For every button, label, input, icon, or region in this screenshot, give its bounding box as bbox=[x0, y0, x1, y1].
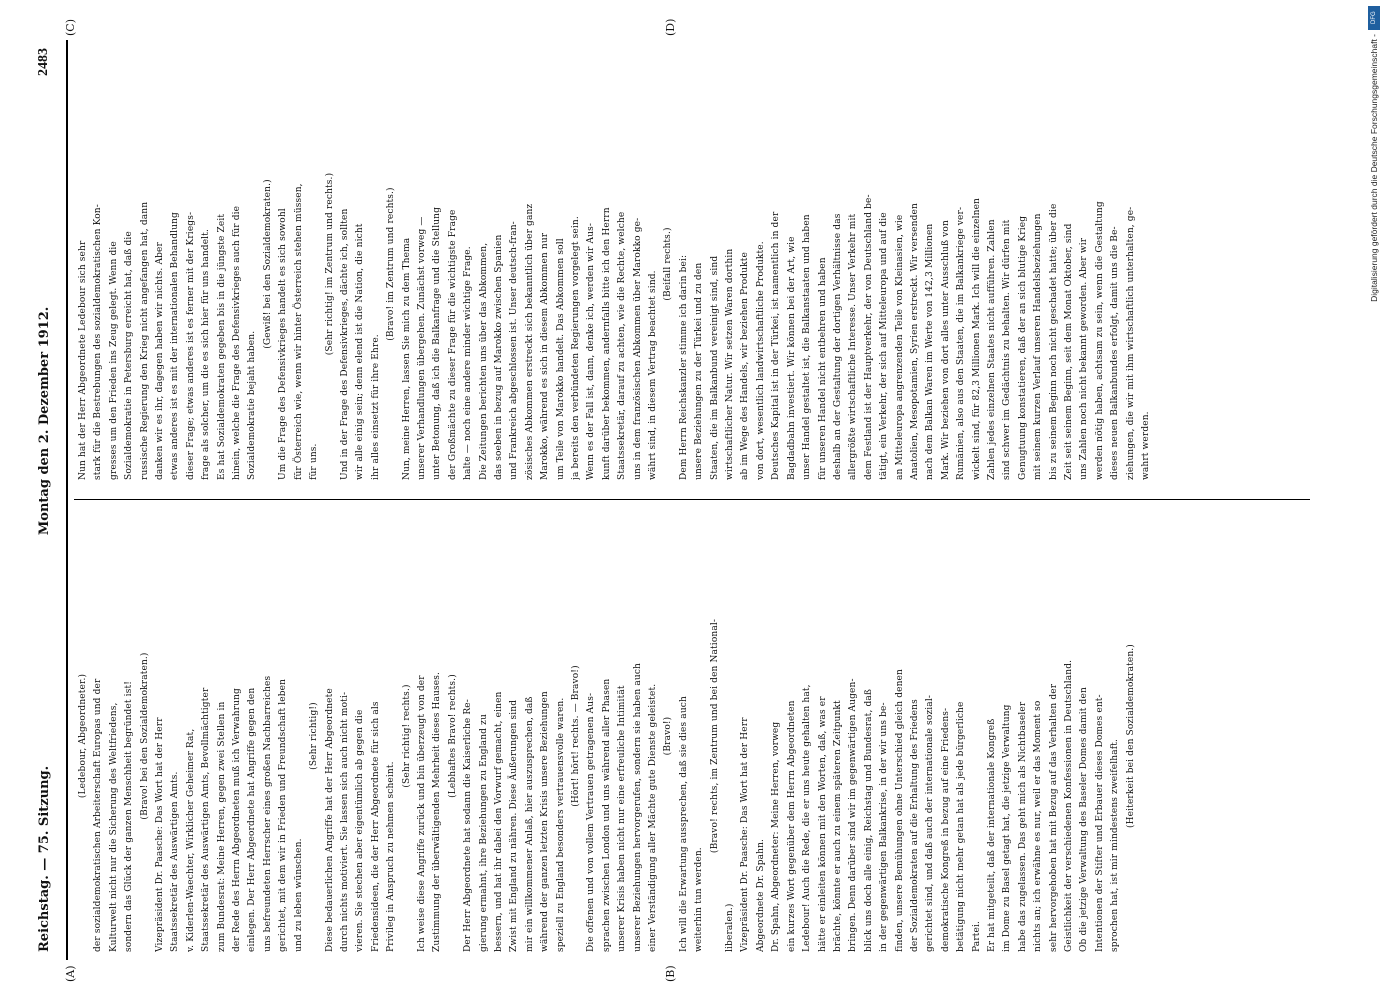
text-line: für unseren Handel nicht entbehren und haben bbox=[817, 257, 828, 480]
text-line: Dr. Spahn, Abgeordneter: Meine Herren, vorweg bbox=[771, 721, 782, 952]
text-line: Anatolien, Mesopotamien, Syrien erstreckt. Wir versenden bbox=[909, 203, 920, 480]
text-line: Marokko, während es sich in diesem Abkommen nur bbox=[540, 232, 551, 480]
text-line: (Bravo! bei den Sozialdemokraten.) bbox=[139, 652, 150, 820]
text-line: weiterhin tun werden. bbox=[694, 847, 705, 952]
text-line: dieses neuen Balkanbundes erfolgt, damit uns die Be- bbox=[1110, 226, 1121, 480]
text-line: Dem Herrn Reichskanzler stimme ich darin bei: bbox=[678, 254, 689, 480]
text-line: Geistlichkeit der verschiedenen Konfessionen in Deutschland. bbox=[1064, 659, 1074, 952]
text-line: der Sozialdemokraten auf die Erhaltung des Friedens bbox=[909, 699, 920, 952]
text-line: (Ledebour, Abgeordneter.) bbox=[78, 673, 88, 799]
text-line: ab im Wege des Handels, wir beziehen Produkte bbox=[740, 252, 751, 480]
text-line: Nun hat der Herr Abgeordnete Ledebour sich sehr bbox=[78, 240, 88, 480]
text-line: unser Handel gestaltet ist, die Balkanstaaten und haben bbox=[802, 214, 813, 480]
text-line: dem Festland ist der Hauptverkehr, der von Deutschland be- bbox=[863, 194, 874, 480]
text-line: (Bravo! rechts, im Zentrum und bei den National- bbox=[709, 618, 720, 854]
text-line: im Dome zu Basel getagt hat, die jetzige Verwaltung bbox=[1002, 704, 1013, 952]
text-line: (Gewiß! bei den Sozialdemokraten.) bbox=[262, 179, 273, 349]
text-line: Staaten, die im Balkanbund vereinigt sind, sind bbox=[709, 255, 720, 480]
text-line: Sozialdemokratie bejaht haben. bbox=[247, 330, 258, 480]
text-line: Staatssekretär des Auswärtigen Amts, Bevollmächtigter bbox=[201, 687, 212, 952]
text-line: Er hat mitgeteilt, daß der internationale Kongreß bbox=[986, 718, 997, 952]
text-line: ja bereits den verbündeten Regierungen vorgelegt sein. bbox=[571, 216, 581, 480]
page-header bbox=[24, 40, 64, 960]
text-line: russische Regierung den Krieg nicht angefangen hat, dann bbox=[139, 201, 150, 480]
margin-mark-c: (C) bbox=[64, 19, 77, 36]
header-rule bbox=[66, 40, 68, 960]
column-divider bbox=[74, 499, 1310, 500]
text-line: ziehungen, die wir mit ihm wirtschaftlich unterhalten, ge- bbox=[1125, 206, 1136, 480]
text-line: Vizepräsident Dr. Paasche: Das Wort hat der Herr bbox=[740, 717, 751, 952]
text-line: sind schwer im Gedächtnis zu behalten. Wir dürfen mit bbox=[1002, 219, 1013, 480]
text-line: an Mitteleuropa angrenzenden Teile von Kleinasien, wie bbox=[894, 214, 905, 480]
text-line: demokratische Kongreß in bezug auf eine Friedens- bbox=[940, 707, 951, 952]
text-line: bis zu seinem Beginn noch nicht geschadet hatte; über die bbox=[1048, 203, 1059, 480]
text-line: frage als solcher, um die es sich hier für uns handelt. bbox=[201, 229, 212, 480]
text-line: Partei. bbox=[971, 920, 982, 952]
text-line: halte — noch eine andere minder wichtige Frage. bbox=[463, 246, 474, 480]
text-line: mir ein willkommener Anlaß, hier auszusprechen, daß bbox=[524, 696, 535, 952]
text-line: gierung ermahnt, ihre Beziehungen zu England zu bbox=[478, 714, 489, 952]
text-line: brächte, könnte er auch zu einem späteren Zeitpunkt bbox=[832, 700, 843, 952]
text-line: (Bravo!) bbox=[663, 716, 674, 756]
text-line: das soeben in bezug auf Marokko zwischen Spanien bbox=[493, 234, 504, 480]
text-line: Um die Frage des Defensivkrieges handelt es sich sowohl bbox=[278, 208, 289, 480]
text-line: während der ganzen letzten Krisis unsere Beziehungen bbox=[540, 691, 551, 952]
text-line: Ich weise diese Angriffe zurück und bin überzeugt von der bbox=[416, 675, 427, 952]
text-line: einer Verständigung aller Mächte gute Dienste geleistet. bbox=[648, 683, 659, 952]
text-line: vieren. Sie stechen aber eigentümlich ab gegen die bbox=[355, 709, 366, 952]
text-line: sprochen hat, ist mir mindestens zweifelhaft. bbox=[1110, 738, 1121, 952]
text-line: der sozialdemokratischen Arbeiterschaft Europas und der bbox=[93, 678, 104, 952]
text-line: ihr alles einsetzt für ihre Ehre. bbox=[370, 334, 381, 480]
text-line: wahrt werden. bbox=[1141, 411, 1152, 480]
text-column-right bbox=[76, 48, 1312, 480]
text-line: deshalb an der Gestaltung der dortigen Verhältnisse das bbox=[832, 213, 843, 480]
text-line: (Sehr richtig! rechts.) bbox=[401, 684, 412, 788]
text-line: (Sehr richtig!) bbox=[309, 702, 320, 770]
text-line: Nun, meine Herren, lassen Sie mich zu dem Thema bbox=[401, 237, 412, 480]
text-line: Zahlen jedes einzelnen Staates nicht aufführen. Zahlen bbox=[986, 219, 997, 480]
text-line: der Großmächte zu dieser Frage für die wichtigste Frage bbox=[447, 209, 458, 480]
text-line: mit seinem kurzen Verlauf unseren Handelsbeziehungen bbox=[1033, 213, 1044, 480]
text-line: der Rede des Herrn Abgeordneten muß ich Verwahrung bbox=[232, 688, 243, 952]
text-line: bessern, und hat ihr dabei den Vorwurf gemacht, einen bbox=[493, 691, 504, 952]
text-line: für uns. bbox=[309, 443, 320, 480]
text-line: Und in der Frage des Defensivkrieges, dächte ich, sollten bbox=[339, 208, 350, 480]
text-line: Die offenen und von vollem Vertrauen getragenen Aus- bbox=[586, 692, 597, 952]
digitization-note: Digitalisierung gefördert durch die Deutsche Forschungsgemeinschaft - bbox=[1369, 34, 1379, 302]
text-line: betätigung nicht mehr getan hat als jede bürgerliche bbox=[956, 701, 967, 952]
text-line: etwas anderes ist es mit der internationalen Behandlung bbox=[170, 212, 181, 480]
text-line: uns Zahlen noch nicht bekannt geworden. Aber wir bbox=[1079, 237, 1090, 480]
text-line: und Frankreich abgeschlossen ist. Unser deutsch-fran- bbox=[509, 221, 520, 480]
text-line: Diese bedauerlichen Angriffe hat der Herr Abgeordnete bbox=[324, 688, 335, 952]
margin-mark-a: (A) bbox=[64, 965, 77, 982]
text-line: Zeit seit seinem Beginn, seit dem Monat Oktober, sind bbox=[1064, 223, 1074, 480]
text-line: stark für die Bestrebungen des sozialdemokratischen Kon- bbox=[93, 204, 104, 480]
text-line: sprachen zwischen London und uns während aller Phasen bbox=[601, 678, 612, 952]
text-line: wir alle einig sein; denn elend ist die Nation, die nicht bbox=[355, 223, 366, 480]
text-line: ein kurzes Wort gegenüber dem Herrn Abgeordneten bbox=[786, 700, 797, 952]
text-line: unserer Beziehungen hervorgerufen, sondern sie haben auch bbox=[632, 663, 643, 952]
text-line: Genugtuung konstatieren, daß der an sich blutige Krieg bbox=[1017, 215, 1028, 480]
text-line: wirtschaftlicher Natur. Wir setzen Waren dorthin bbox=[725, 248, 736, 480]
text-line: Rumänien, also aus den Staaten, die im Balkankriege ver- bbox=[956, 206, 967, 480]
text-line: (Sehr richtig! im Zentrum und rechts.) bbox=[324, 172, 335, 356]
text-line: gerichtet, mit dem wir in Frieden und Freundschaft leben bbox=[278, 678, 289, 952]
text-line: Die Zeitungen berichten uns über das Abkommen, bbox=[478, 242, 489, 480]
text-line: Zustimmung der überwältigenden Mehrheit dieses Hauses. bbox=[432, 672, 443, 952]
text-line: gresses um den Frieden ins Zeug gelegt. Wenn die bbox=[108, 241, 119, 480]
text-line: uns befreundeten Herrscher eines großen Nachbarreiches bbox=[262, 675, 273, 952]
text-line: einlegen. Der Herr Abgeordnete hat Angriffe gegen den bbox=[247, 687, 258, 952]
text-line: Abgeordnete Dr. Spahn. bbox=[755, 838, 766, 952]
text-line: zösisches Abkommen erstreckt sich bekanntlich über ganz bbox=[524, 203, 535, 480]
text-line: liberalen.) bbox=[725, 903, 736, 952]
text-line: durch nichts motiviert. Sie lassen sich auch nicht moti- bbox=[339, 691, 350, 952]
text-line: unserer Krisis haben nicht nur eine erfreuliche Intimität bbox=[617, 685, 628, 952]
text-line: uns in dem französischen Abkommen über Marokko ge- bbox=[632, 217, 643, 480]
text-line: hätte er einleiten können mit den Worten, daß, was er bbox=[817, 696, 828, 952]
text-line: Wenn es der Fall ist, dann, denke ich, werden wir Aus- bbox=[586, 222, 597, 480]
text-line: werden nötig haben, achtsam zu sein, wenn die Gestaltung bbox=[1094, 201, 1105, 480]
text-line: danken wir es ihr, dagegen haben wir nichts. Aber bbox=[155, 242, 166, 480]
text-line: finden, unsere Bemühungen ohne Unterschied gleich denen bbox=[894, 669, 905, 952]
text-line: Kulturwelt nicht nur die Sicherung des Weltfriedens, bbox=[108, 702, 119, 952]
text-line: kunft darüber bekommen, andernfalls bitte ich den Herrn bbox=[601, 207, 612, 480]
text-line: Privileg in Anspruch zu nehmen scheint. bbox=[386, 761, 397, 952]
text-line: sondern das Glück der ganzen Menschheit begründet ist! bbox=[124, 680, 135, 952]
text-line: um Teile von Marokko handelt. Das Abkommen soll bbox=[555, 238, 566, 480]
text-line: tätigt, ein Verkehr, der sich auf Mitteleuropa und auf die bbox=[879, 212, 890, 480]
text-line: Staatssekretär des Auswärtigen Amts. bbox=[170, 771, 181, 952]
text-line: von dort, wesentlich landwirtschaftliche Produkte. bbox=[755, 241, 766, 480]
text-line: in der gegenwärtigen Balkankrise, in der wir uns be- bbox=[879, 702, 890, 952]
margin-mark-b: (B) bbox=[664, 965, 677, 982]
text-line: Intentionen der Stifter und Erbauer dieses Domes ent- bbox=[1094, 694, 1105, 952]
dfg-logo: DFG bbox=[1368, 6, 1380, 30]
text-line: (Hört! hört! rechts. — Bravo!) bbox=[571, 665, 581, 807]
text-line: unsere Beziehungen zu der Türkei und zu den bbox=[694, 262, 705, 480]
text-line: dieser Frage; etwas anderes ist es ferner mit der Kriegs- bbox=[185, 211, 196, 480]
text-line: Ob die jetzige Verwaltung des Baseler Domes damit den bbox=[1079, 687, 1090, 952]
text-line: speziell zu England besonders vertrauensvolle waren. bbox=[555, 697, 566, 952]
text-line: währt sind, in diesem Vertrag beachtet sind. bbox=[648, 270, 659, 480]
text-line: Friedensideen, die der Herr Abgeordnete für sich als bbox=[370, 701, 381, 952]
text-line: hinein, welche die Frage des Defensivkrieges auch für die bbox=[232, 205, 243, 480]
header-session: Reichstag. — 75. Sitzung. bbox=[36, 765, 52, 952]
text-line: sehr hervorgehoben hat mit Bezug auf das Verhalten der bbox=[1048, 683, 1059, 952]
text-line: Vizepräsident Dr. Paasche: Das Wort hat der Herr bbox=[155, 717, 166, 952]
text-line: Deutsches Kapital ist in der Türkei, ist namentlich in der bbox=[771, 211, 782, 480]
text-line: allergrößte wirtschaftliche Interesse. Unser Verkehr mit bbox=[848, 213, 859, 480]
text-line: für Österreich wie, wenn wir hinter Österreich stehen müssen, bbox=[293, 183, 304, 480]
text-line: unserer Verhandlungen übergehen. Zunächst vorweg — bbox=[416, 216, 427, 480]
text-line: bringen. Denn darüber sind wir im gegenwärtigen Augen- bbox=[848, 678, 859, 952]
text-line: zum Bundesrat: Meine Herren, gegen zwei Stellen in bbox=[216, 701, 227, 952]
text-line: (Beifall rechts.) bbox=[663, 227, 674, 301]
text-line: wickelt sind, für 82,3 Millionen Mark. Ich will die einzelnen bbox=[971, 197, 982, 480]
margin-mark-d: (D) bbox=[664, 18, 677, 36]
header-date: Montag den 2. Dezember 1912. bbox=[36, 306, 52, 536]
text-line: habe das zugelassen. Das geht mich als Nichtbaseler bbox=[1017, 701, 1028, 952]
page-number: 2483 bbox=[36, 48, 51, 76]
text-line: nach dem Balkan Waren im Werte von 142,3 Millionen bbox=[925, 223, 936, 480]
text-line: v. Kiderlen-Waechter, Wirklicher Geheimer Rat, bbox=[185, 728, 196, 952]
text-line: unter Betonung, daß ich die Balkanfrage und die Stellung bbox=[432, 206, 443, 480]
text-line: Ich will die Erwartung aussprechen, daß sie dies auch bbox=[678, 696, 689, 952]
text-line: Ledebour! Auch die Rede, die er uns heute gehalten hat, bbox=[802, 684, 813, 952]
text-line: Zwist mit England zu nähren. Diese Äußerungen sind bbox=[509, 699, 520, 952]
text-line: (Heiterkeit bei den Sozialdemokraten.) bbox=[1125, 644, 1136, 828]
text-line: Der Herr Abgeordnete hat sodann die Kaiserliche Re- bbox=[463, 699, 474, 952]
text-line: nichts an; ich erwähne es nur, weil er das Moment so bbox=[1033, 700, 1044, 952]
text-line: blick uns doch alle einig, Reichstag und Bundesrat, daß bbox=[863, 688, 874, 952]
text-line: Es hat Sozialdemokraten gegeben bis in die jüngste Zeit bbox=[216, 213, 227, 480]
text-line: gerichtet sind, und daß auch der internationale sozial- bbox=[925, 694, 936, 952]
rotated-page-content bbox=[24, 18, 1324, 982]
text-line: Bagdadbahn investiert. Wir können bei der Art, wie bbox=[786, 236, 797, 480]
text-column-left bbox=[76, 520, 1312, 952]
text-line: Mark. Wir beziehen von dort alles unter Ausschluß von bbox=[940, 220, 951, 480]
text-line: Staatssekretär, darauf zu achten, wie die Rechte, welche bbox=[617, 211, 628, 480]
text-line: (Lebhaftes Bravo! rechts.) bbox=[447, 674, 458, 798]
text-line: Sozialdemokratie in Petersburg erreicht hat, daß die bbox=[124, 231, 135, 480]
text-line: (Bravo! im Zentrum und rechts.) bbox=[386, 187, 397, 341]
text-line: und zu leben wünschen. bbox=[293, 838, 304, 952]
